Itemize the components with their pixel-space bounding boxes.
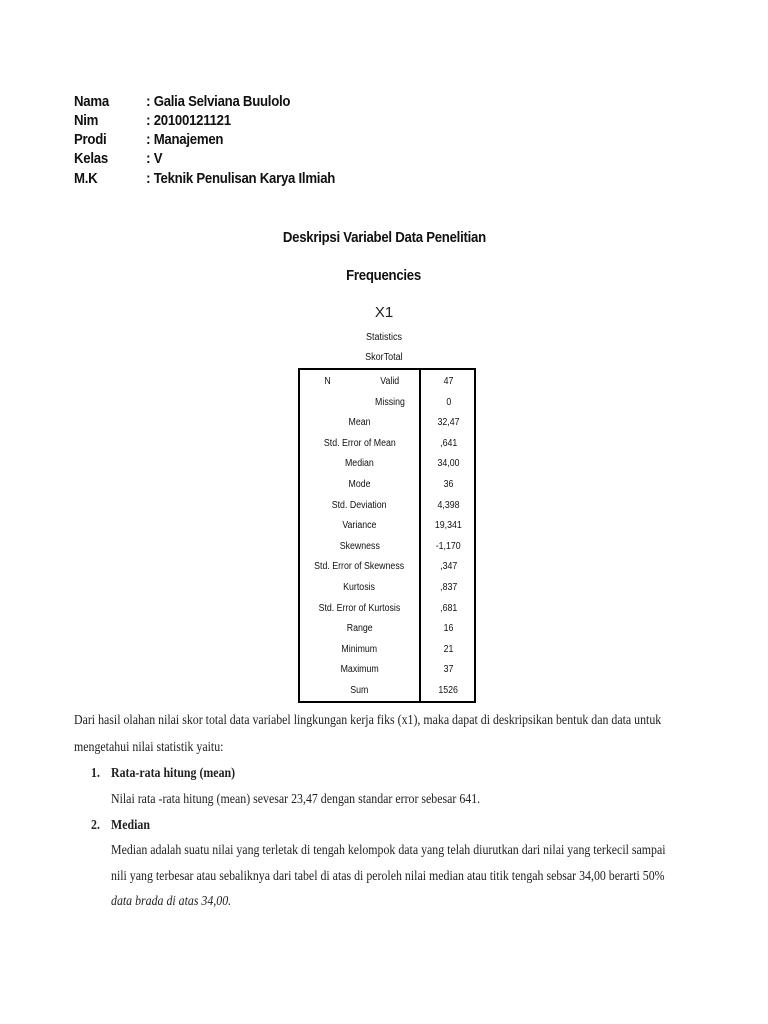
stat-label: Kurtosis (343, 582, 376, 593)
header-key: Kelas (74, 150, 108, 167)
stat-label: Maximum (340, 664, 379, 676)
header-key: Nama (74, 93, 109, 110)
header-value: : V (146, 150, 163, 167)
intro-line-1: Dari hasil olahan nilai skor total data variabel lingkungan kerja fiks (x1), maka dapat di deskripsikan bentuk dan data untuk (74, 712, 662, 727)
variable-heading: X1 (374, 304, 394, 321)
stat-value: 21 (443, 643, 454, 655)
item-1-title: Rata-rata hitung (mean) (111, 765, 236, 780)
item-2-title: Median (111, 817, 150, 832)
stat-value: ,837 (439, 582, 458, 593)
stat-label: Missing (374, 396, 405, 408)
stat-label: Valid (380, 376, 399, 387)
item-1-text: Nilai rata -rata hitung (mean) sevesar 23,47 dengan standar error sebesar 641. (111, 791, 481, 806)
stat-label: Skewness (339, 540, 380, 552)
stat-value: 4,398 (437, 499, 460, 511)
header-key: Nim (74, 112, 99, 129)
stat-value: 32,47 (437, 417, 460, 429)
stat-label: Median (345, 458, 374, 470)
stat-value: 37 (443, 664, 454, 676)
item-1-number: 1. (91, 765, 100, 780)
stat-value: 0 (446, 396, 451, 408)
item-2-line-3: data brada di atas 34,00. (111, 893, 232, 908)
n-label: N (324, 376, 331, 387)
table-caption: Statistics (365, 332, 402, 343)
header-key: Prodi (74, 131, 107, 148)
header-value: : Manajemen (146, 131, 224, 148)
statistics-table (298, 368, 476, 703)
stat-value: 19,341 (435, 520, 462, 532)
stat-value: ,641 (439, 437, 458, 449)
intro-line-2: mengetahui nilai statistik yaitu: (74, 739, 224, 754)
stat-value: 34,00 (437, 458, 460, 470)
table-subcaption: SkorTotal (365, 352, 403, 363)
stat-value: 36 (443, 479, 454, 490)
header-row-prodi (74, 131, 223, 148)
header-value: : Galia Selviana Buulolo (146, 93, 291, 110)
stat-label: Variance (342, 520, 377, 532)
item-2-line-1: Median adalah suatu nilai yang terletak di tengah kelompok data yang telah diurutkan dari nilai yang terkecil sampai (111, 842, 666, 857)
header-row-nim (74, 112, 231, 129)
stat-label: Std. Error of Mean (323, 437, 396, 449)
stat-label: Std. Error of Skewness (314, 561, 405, 573)
header-row-kelas (74, 150, 162, 167)
stat-label: Std. Deviation (332, 499, 387, 511)
stat-value: 16 (443, 623, 454, 635)
header-value: : Teknik Penulisan Karya Ilmiah (146, 170, 336, 187)
header-row-nama (74, 93, 290, 110)
item-2-number: 2. (91, 817, 100, 832)
header-row-mk (74, 170, 335, 187)
stat-value: ,681 (439, 602, 458, 614)
section-title: Deskripsi Variabel Data Penelitian (282, 229, 486, 246)
header-key: M.K (74, 170, 98, 187)
stat-label: Minimum (341, 643, 378, 655)
stat-value: -1,170 (436, 540, 461, 552)
stat-label: Sum (350, 685, 369, 696)
stat-label: Mode (348, 479, 371, 490)
stat-label: Range (346, 623, 373, 635)
stat-value: 1526 (438, 685, 459, 696)
stat-value: 47 (443, 376, 454, 387)
header-value: : 20100121121 (146, 112, 231, 129)
item-2-line-2: nili yang terbesar atau sebaliknya dari tabel di atas di peroleh nilai median atau titik tengah sebsar 34,00 berarti 50% (111, 868, 665, 883)
stat-value: ,347 (439, 561, 458, 573)
frequencies-subtitle: Frequencies (346, 267, 422, 284)
stat-label: Std. Error of Kurtosis (318, 602, 401, 614)
stat-label: Mean (348, 417, 371, 429)
